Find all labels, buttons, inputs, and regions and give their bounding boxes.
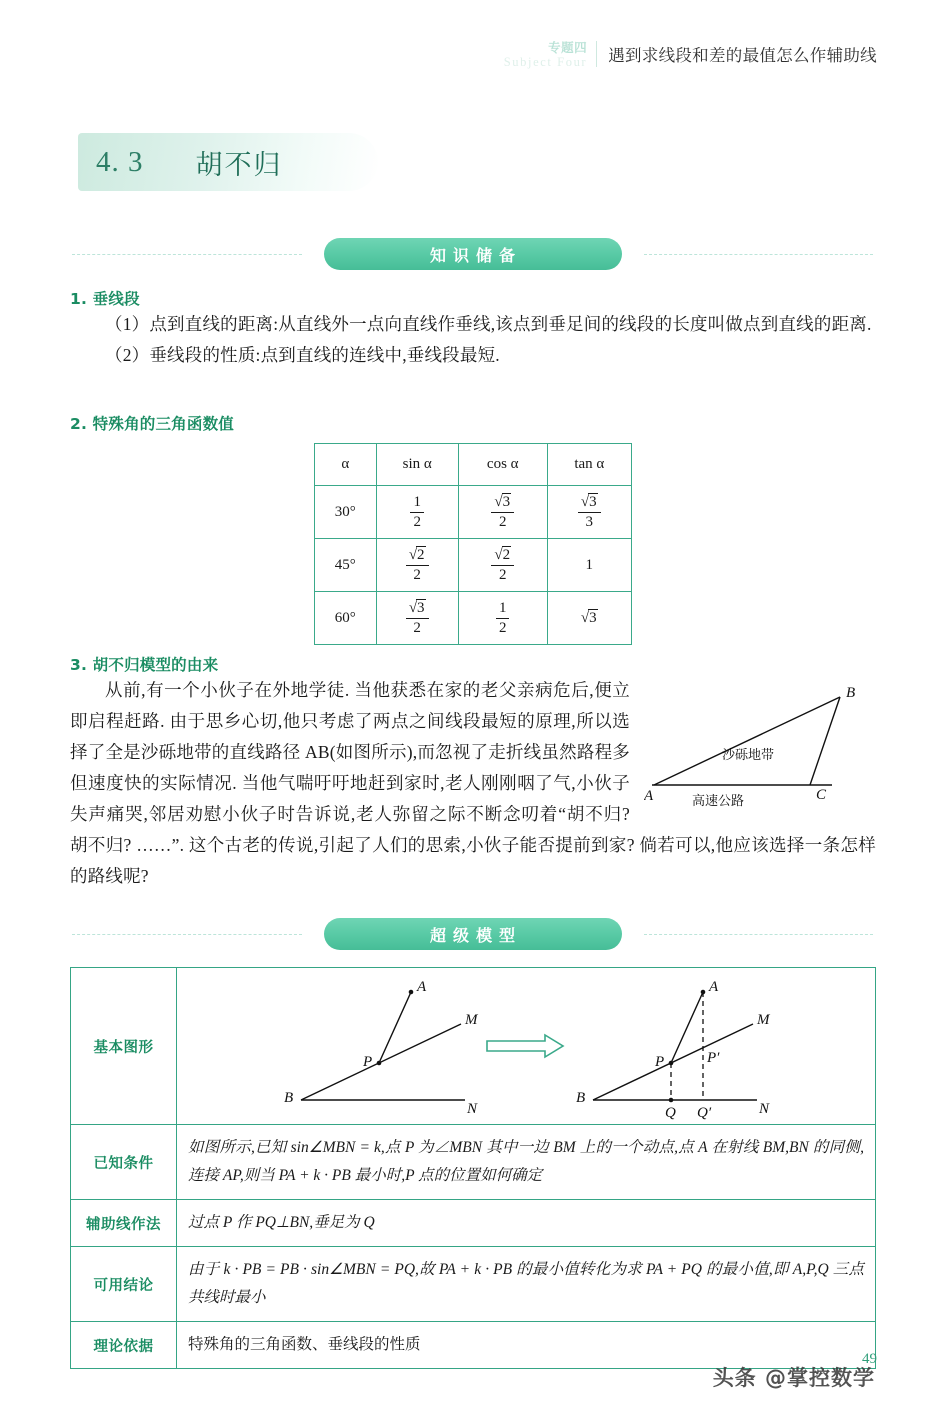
trig-table-row [315,486,632,539]
model-figure-left [183,972,483,1120]
header-subject-en: Subject Four [503,55,588,69]
banner2-dash-right [644,934,874,935]
model-row-text-auxiliary: 过点 P 作 PQ⊥BN,垂足为 Q [177,1200,876,1247]
banner-super-model-pill [324,918,622,950]
trig-cell-cos-1: $\frac{√2}{2}$ [458,539,547,592]
banner-knowledge-pill [324,238,622,270]
model-row-label-auxiliary: 辅助线作法 [71,1200,177,1247]
section-origin-heading: 3. 胡不归模型的由来 [70,656,219,674]
header-subject-block [503,39,596,69]
label-n-right: N [759,1101,770,1117]
super-model-table [70,967,876,1369]
label-p-right: P [655,1054,665,1070]
banner-super-model-label: 超级模型 [429,925,522,945]
trig-header-sin: sin α [376,444,458,486]
label-gravel-region: 沙砾地带 [722,748,775,763]
section-perpendicular [70,287,876,371]
model-row-label-basic-figure: 基本图形 [71,968,177,1125]
header-subject-cn: 专题四 [548,39,588,55]
label-a-right: A [709,979,719,995]
point-p-left [377,1061,382,1066]
label-highway-region: 高速公路 [692,794,745,809]
triangle-abc-diagram [644,681,876,809]
table-row [71,968,876,1125]
banner-super-model [72,918,873,950]
section-origin [70,653,876,892]
banner2-dash-left [72,934,302,935]
trig-table-row [315,592,632,645]
label-m-left: M [465,1012,478,1028]
chapter-number: 4. 3 [96,145,144,178]
point-p-right [669,1061,674,1066]
trig-cell-angle-2: 60° [315,592,377,645]
section-origin-story [70,675,876,892]
model-row-text-conclusion: 由于 k · PB = PB · sin∠MBN = PQ,故 PA + k · PB 的最小值转化为求 PA + PQ 的最小值,即 A,P,Q 三点共线时最小 [177,1247,876,1322]
trig-cell-tan-1: 1 [547,539,631,592]
trig-cell-sin-0: $\frac{1}{2}$ [376,486,458,539]
point-q-right [669,1098,674,1103]
banner-dash-left [72,254,302,255]
point-a-right [701,990,706,995]
header-title: 遇到求线段和差的最值怎么作辅助线 [608,46,877,65]
trig-header-tan: tan α [547,444,631,486]
model-row-text-theory: 特殊角的三角函数、垂线段的性质 [177,1322,876,1369]
label-c: C [816,787,827,803]
banner-dash-right [644,254,874,255]
banner-knowledge-label: 知识储备 [429,245,522,265]
trig-cell-sin-2: $\frac{√3}{2}$ [376,592,458,645]
table-row [71,1200,876,1247]
trig-header-cos: cos α [458,444,547,486]
trig-cell-sin-1: $\frac{√2}{2}$ [376,539,458,592]
section-perpendicular-heading: 1. 垂线段 [70,290,140,308]
trig-cell-tan-2: √3 [547,592,631,645]
label-q-prime: Q′ [697,1105,712,1120]
model-row-label-given: 已知条件 [71,1125,177,1200]
segment-ap-right [671,992,703,1063]
label-p-left: P [363,1054,373,1070]
label-n-left: N [467,1101,478,1117]
model-row-label-conclusion: 可用结论 [71,1247,177,1322]
label-b-left: B [284,1090,294,1106]
watermark: 头条 @掌控数学 [712,1366,875,1390]
page-number: 49 [862,1351,877,1367]
chapter-title-band [78,133,378,191]
chapter-name: 胡不归 [195,149,283,181]
header-divider [596,41,597,67]
banner-knowledge [72,238,873,270]
table-row [71,1247,876,1322]
trig-header-alpha: α [315,444,377,486]
trig-cell-cos-2: $\frac{1}{2}$ [458,592,547,645]
label-p-prime: P′ [707,1050,720,1066]
section-perpendicular-item1: （1）点到直线的距离:从直线外一点向直线作垂线,该点到垂足间的线段的长度叫做点到直线的距离. [105,314,872,334]
model-basic-figure-cell [177,968,876,1125]
trig-cell-angle-0: 30° [315,486,377,539]
segment-bc [810,697,840,785]
section-origin-text: 从前,有一个小伙子在外地学徒. 当他获悉在家的老父亲病危后,便立即启程赶路. 由于思乡心切,他只考虑了两点之间线段最短的原理,所以选择了全是沙砾地带的直线路径 AB(如图所示),而忽视了走折线虽然路程多但速度快的实际情况. 当他气喘吁吁地赶到家时,老人刚刚咽了气,小伙子失声痛哭,邻居劝慰小伙子时告诉说,老人弥留之际不断念叨着“胡不归? 胡不归? ……”. 这个古老的传说,引起了人们的思索,小伙子能否提前到家? 倘若可以,他应该选择一条怎样的路线呢? [70,680,876,886]
model-row-text-given: 如图所示,已知 sin∠MBN = k,点 P 为∠MBN 其中一边 BM 上的一个动点,点 A 在射线 BM,BN 的同侧,连接 AP,则当 PA + k · PB 最小时,P 点的位置如何确定 [177,1125,876,1200]
label-b-right: B [576,1090,586,1106]
label-a-left: A [417,979,427,995]
transform-arrow-icon [483,1031,569,1061]
trig-cell-tan-0: $\frac{√3}{3}$ [547,486,631,539]
section-perpendicular-item2: （2）垂线段的性质:点到直线的连线中,垂线段最短. [105,345,500,365]
segment-ap-left [379,992,411,1063]
trig-table-header-row [315,444,632,486]
arrow-right-icon [487,1035,563,1057]
trig-table-row [315,539,632,592]
label-a: A [644,788,654,804]
story-figure [644,681,876,809]
label-b: B [846,685,856,701]
segment-ab [654,697,840,785]
table-row [71,1125,876,1200]
trig-cell-cos-0: $\frac{√3}{2}$ [458,486,547,539]
label-q: Q [665,1105,676,1120]
point-a-left [409,990,414,995]
trig-table-body [315,486,632,645]
section-trig [70,412,876,645]
model-row-label-theory: 理论依据 [71,1322,177,1369]
model-figure-right [569,972,869,1120]
figure-pair [183,972,869,1120]
label-m-right: M [757,1012,770,1028]
page-header [0,34,939,74]
trig-cell-angle-1: 45° [315,539,377,592]
trig-values-table [314,443,632,645]
section-trig-heading: 2. 特殊角的三角函数值 [70,415,234,433]
